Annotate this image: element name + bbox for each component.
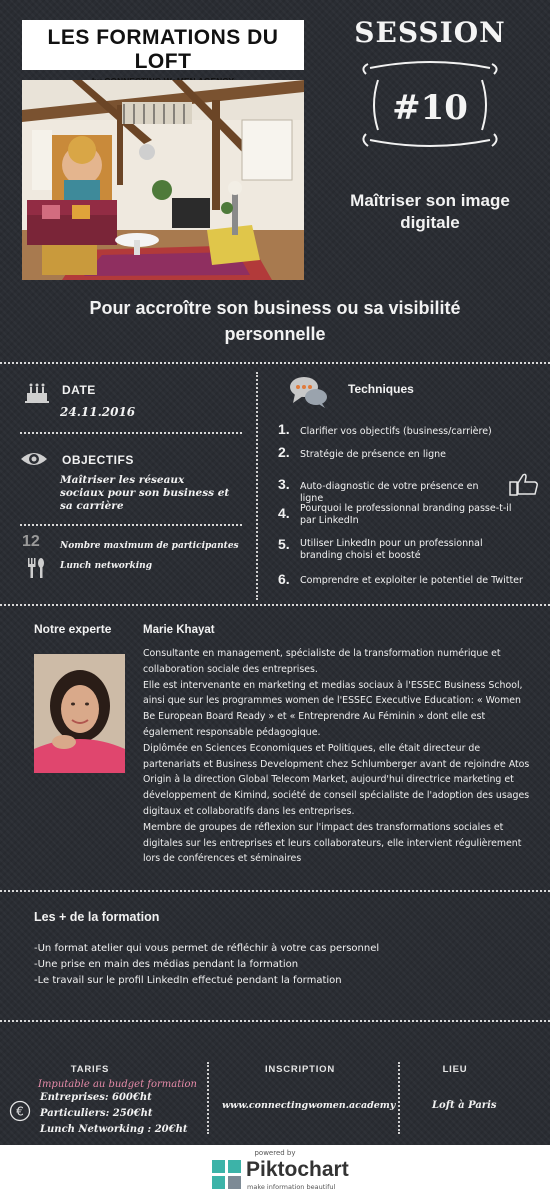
price-entreprises: Entreprises: 600€ht	[40, 1092, 152, 1103]
objectifs-label: OBJECTIFS	[62, 453, 134, 467]
inscription-link[interactable]: www.connectingwomen.academy	[222, 1100, 396, 1111]
cutlery-icon	[24, 558, 46, 578]
brand-logo-box	[22, 20, 304, 73]
objectifs-value: Maîtriser les réseaux sociaux pour son business et sa carrière	[60, 474, 230, 512]
divider	[0, 604, 550, 606]
techniques-title: Techniques	[348, 382, 414, 396]
date-value: 24.11.2016	[60, 405, 136, 419]
price-particuliers: Particuliers: 250€ht	[40, 1108, 153, 1119]
lunch-label: Lunch networking	[60, 561, 152, 571]
session-number: #10	[392, 88, 468, 128]
divider	[0, 1020, 550, 1022]
divider	[0, 890, 550, 892]
max-participants-label: Nombre maximum de participantes	[60, 541, 239, 551]
imputable-text: Imputable au budget formation	[38, 1079, 197, 1090]
technique-number: 4.	[278, 505, 290, 521]
piktochart-brand: Piktochart	[246, 1158, 349, 1181]
loft-interior-image	[22, 80, 304, 280]
session-label: SESSION	[354, 16, 506, 49]
divider-vertical	[398, 1062, 400, 1134]
plus-title: Les + de la formation	[34, 910, 160, 924]
technique-item: Clarifier vos objectifs (business/carrière)	[300, 426, 492, 437]
expert-bio: Consultante en management, spécialiste de la transformation numérique et collaboration sociale des entreprises. Elle est intervenante en marketing et medias sociaux à l'ESSEC Business School, ainsi que sur les programmes women de l'ESSEC Executive Education: « Women Be European Board Ready » et « Entreprendre Au Féminin » dont elle est également responsable pédagogique. Diplômée en Sciences Economiques et Politiques, elle était directeur de partenariats et Business Development chez Schlumberger avant de rejoindre Atos Origin à la direction Global Telecom Market, aujourd'hui directrice marketing et développement de Kimind, société de conseil spécialiste de l'adoption des usages digitaux et collaboratifs dans les entreprises. Membre de groupes de réflexion sur l'impact des transformations sociales et digitales sur les entreprises et leurs collaborateurs, elle intervient régulièrement lors de conférences et séminaires	[143, 648, 530, 865]
loft-photo	[22, 80, 304, 280]
plus-item: -Un format atelier qui vous permet de réfléchir à votre cas personnel	[34, 943, 380, 954]
lieu-value: Loft à Paris	[432, 1100, 497, 1111]
tagline: Pour accroître son business ou sa visibilité personnelle	[89, 298, 461, 344]
technique-item: Pourquoi le professionnal branding passe-t-il par LinkedIn	[300, 503, 512, 526]
piktochart-footer	[0, 1145, 550, 1200]
thumbs-up-icon	[508, 472, 540, 496]
price-lunch: Lunch Networking : 20€ht	[40, 1124, 188, 1135]
technique-item: Comprendre et exploiter le potentiel de Twitter	[300, 575, 523, 586]
lieu-label: LIEU	[442, 1064, 468, 1075]
technique-item: Utiliser LinkedIn pour un professionnal branding choisi et boosté	[300, 538, 483, 561]
technique-number: 2.	[278, 444, 290, 460]
technique-item: Auto-diagnostic de votre présence en ligne	[300, 481, 479, 504]
plus-item: -Le travail sur le profil LinkedIn effectué pendant la formation	[34, 975, 342, 986]
inscription-label: INSCRIPTION	[264, 1064, 336, 1075]
divider	[20, 524, 242, 526]
technique-number: 5.	[278, 536, 290, 552]
piktochart-logo-icon	[212, 1160, 242, 1190]
cake-icon	[24, 380, 50, 404]
technique-number: 3.	[278, 476, 290, 492]
divider-vertical	[207, 1062, 209, 1134]
session-title: Maîtriser son image digitale	[350, 191, 510, 232]
expert-photo	[34, 654, 125, 773]
divider	[20, 432, 242, 434]
brand-title: LES FORMATIONS DU LOFT	[47, 26, 279, 73]
expert-name: Marie Khayat	[143, 624, 215, 636]
technique-number: 6.	[278, 571, 290, 587]
divider-vertical	[256, 372, 258, 600]
technique-item: Stratégie de présence en ligne	[300, 449, 447, 460]
powered-by-text: powered by	[254, 1149, 296, 1157]
date-label: DATE	[62, 383, 96, 397]
expert-section-label: Notre experte	[34, 622, 112, 636]
piktochart-tagline: make information beautiful	[247, 1183, 336, 1191]
chat-bubbles-icon	[289, 375, 329, 409]
eye-icon	[20, 450, 48, 468]
svg-text:€: €	[16, 1104, 24, 1119]
divider	[0, 362, 550, 364]
max-participants-number: 12	[22, 533, 40, 550]
technique-number: 1.	[278, 421, 290, 437]
tarifs-label: TARIFS	[70, 1064, 110, 1075]
expert-portrait-image	[34, 654, 125, 773]
plus-item: -Une prise en main des médias pendant la formation	[34, 959, 299, 970]
euro-icon	[9, 1100, 31, 1122]
